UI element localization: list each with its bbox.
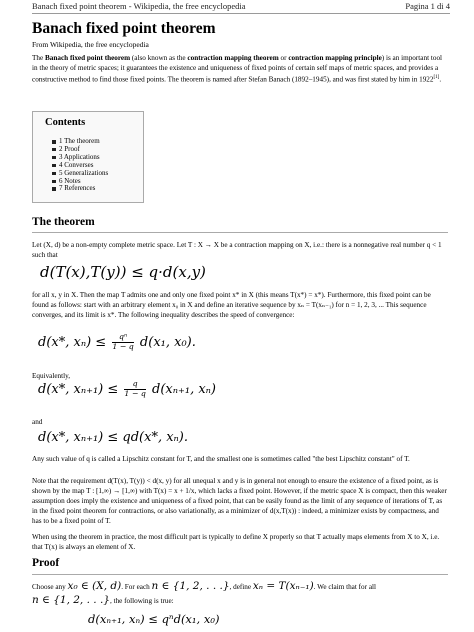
intro-bold-term: contraction mapping principle	[288, 54, 382, 62]
toc-list	[59, 138, 108, 193]
intro-paragraph	[32, 53, 448, 84]
theorem-paragraph-3: Any such value of q is called a Lipschitz constant for T, and the smallest one is sometimes called "the best Lipschitz constant" of T.	[32, 455, 410, 463]
header-page-title: Banach fixed point theorem - Wikipedia, the free encyclopedia	[32, 1, 246, 11]
inline-math: n ∈ {1, 2, . . .}	[32, 594, 110, 606]
toc-item[interactable]: 5 Generalizations	[59, 168, 109, 177]
intro-text: (also known as the	[131, 54, 186, 62]
equivalently-text: Equivalently,	[32, 372, 71, 380]
intro-text: The	[32, 54, 44, 62]
inline-math: n ∈ {1, 2, . . .}	[151, 580, 230, 592]
page-title: Banach fixed point theorem	[32, 20, 216, 37]
toc-item[interactable]: 4 Converses	[59, 162, 108, 170]
equation-proof: d(xₙ₊₁, xₙ) ≤ qⁿd(x₁, x₀)	[88, 612, 220, 626]
inline-math: x₀ ∈ (X, d)	[67, 580, 122, 592]
print-header	[32, 1, 450, 14]
proof-text: . For each	[121, 583, 150, 591]
theorem-paragraph-5: When using the theorem in practice, the most difficult part is typically to define X properly so that T actually maps elements from X to X, i.e. that T(x) is always an element of X.	[32, 533, 440, 551]
intro-text: or	[280, 54, 287, 62]
intro-bold-term: contraction mapping theorem	[187, 54, 279, 62]
theorem-paragraph-1: Let (X, d) be a non-empty complete metric space. Let T : X → X be a contraction mapping on X, i.e.: there is a nonnegative real number q < 1 such that	[32, 241, 442, 259]
equation-convergence	[38, 333, 196, 352]
toc-item[interactable]: 2 Proof	[59, 146, 108, 154]
intro-text: ) is an important tool in the theory of metric spaces; it guarantees the existence and uniqueness of fixed points of certain self maps of metric spaces, and provides a constructive method to find those fixed points. The theorem is named after Stefan Banach (1892–1945), and was first stated by him in 1922	[32, 54, 443, 84]
proof-text: . We claim that for all	[313, 583, 377, 591]
toc-item[interactable]: 1 The theorem	[59, 138, 108, 146]
intro-bold-term: Banach fixed point theorem	[44, 54, 131, 62]
equation-part: d(xₙ₊₁, xₙ)	[152, 381, 217, 397]
equation-contraction: d(T(x),T(y)) ≤ q·d(x,y)	[40, 263, 206, 281]
fraction-denominator: 1 − q	[124, 388, 146, 398]
equation-equivalent	[38, 380, 216, 399]
equation-ratio: d(x*, xₙ₊₁) ≤ qd(x*, xₙ).	[38, 430, 189, 445]
equation-fraction	[112, 333, 133, 352]
section-divider	[32, 574, 448, 575]
header-page-number: Pagina 1 di 4	[405, 1, 450, 11]
equation-part: d(x*, xₙ) ≤	[38, 334, 107, 350]
section-heading-theorem: The theorem	[32, 216, 95, 228]
proof-text: , the following is true:	[109, 597, 174, 605]
proof-paragraph	[32, 580, 448, 608]
theorem-paragraph-4: Note that the requirement d(T(x), T(y)) < d(x, y) for all unequal x and y is in general not enough to ensure the existence of a fixed point, as is shown by the map T : [1,∞) → [1,∞) with T(x) = x + 1/x, which lacks a fixed point. However, if the metric space X is compact, then this weaker assumption does imply the existence and uniqueness of a fixed point, that can be easily found as the limit of any sequence of iterations of T, as in the fixed point theorem for contractions, or also variationally, as a minimizer of d(x,T(x)) : indeed, a minimizer exists by compactness, and has to be a fixed point of T.	[32, 477, 447, 525]
section-heading-proof: Proof	[32, 557, 60, 569]
theorem-paragraph-2: for all x, y in X. Then the map T admits one and only one fixed point x* in X (this means T(x*) = x*). Furthermore, this fixed point can be found as follows: start with an arbitrary element x₀ in X and define an iterative sequence by xₙ = T(xₙ₋₁) for n = 1, 2, 3, ... This sequence converges, and its limit is x*. The following inequality describes the speed of convergence:	[32, 291, 431, 319]
proof-text: Choose any	[32, 583, 66, 591]
toc-item[interactable]: 6 Notes	[59, 178, 108, 186]
page-subtitle: From Wikipedia, the free encyclopedia	[32, 40, 149, 49]
intro-text: .	[439, 75, 442, 84]
table-of-contents	[32, 111, 144, 203]
equation-part: d(x*, xₙ₊₁) ≤	[38, 381, 119, 397]
equation-fraction	[124, 380, 145, 399]
section-divider	[32, 232, 448, 233]
equation-part: d(x₁, x₀).	[139, 334, 196, 350]
fraction-denominator: 1 − q	[112, 341, 134, 351]
toc-item[interactable]: 3 Applications	[59, 154, 108, 162]
proof-text: , define	[229, 583, 252, 591]
fraction-numerator: q	[124, 380, 145, 390]
inline-math: xₙ = T(xₙ₋₁)	[252, 580, 314, 592]
toc-title: Contents	[45, 117, 86, 128]
fraction-numerator: qⁿ	[112, 333, 133, 343]
and-text: and	[32, 418, 43, 426]
toc-item[interactable]: 7 References	[59, 185, 108, 193]
reference-link[interactable]: [1]	[433, 75, 440, 80]
